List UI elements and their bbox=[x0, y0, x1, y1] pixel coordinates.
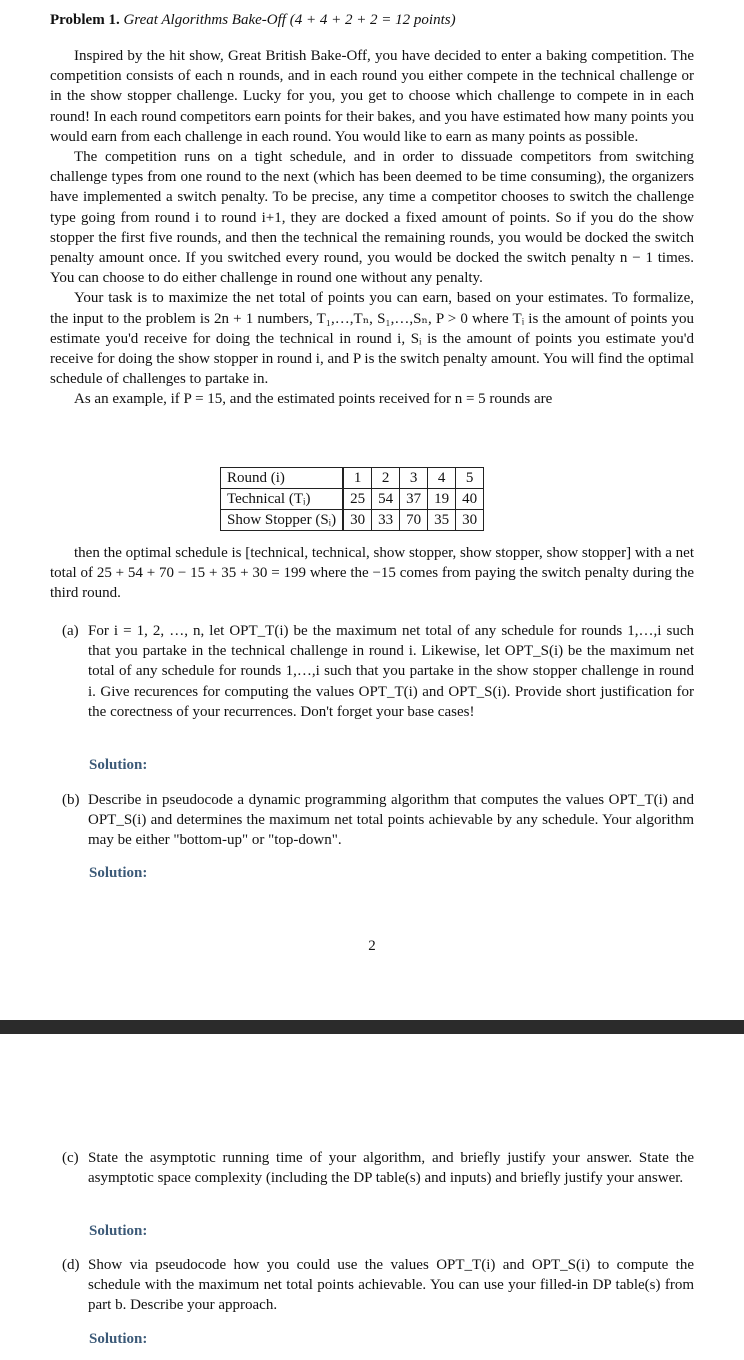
table-cell: 25 bbox=[343, 489, 372, 510]
solution-label-d: Solution: bbox=[89, 1331, 148, 1347]
paragraph-example: As an example, if P = 15, and the estimated points received for n = 5 rounds are bbox=[74, 391, 553, 408]
table-cell: 2 bbox=[372, 468, 400, 489]
problem-heading bbox=[50, 12, 456, 29]
table-cell: 19 bbox=[428, 489, 456, 510]
row-label: Round (i) bbox=[221, 468, 344, 489]
table-cell: 3 bbox=[400, 468, 428, 489]
table-row bbox=[221, 510, 484, 531]
example-result bbox=[50, 543, 694, 604]
table-cell: 37 bbox=[400, 489, 428, 510]
part-text: Describe in pseudocode a dynamic programming algorithm that computes the values OPT_T(i) and OPT_S(i) and determines the maximum net total points achievable by any schedule. Your algorithm may be either "bottom-up" or "top-down". bbox=[88, 792, 694, 849]
solution-label-c: Solution: bbox=[89, 1223, 148, 1239]
table-row bbox=[221, 489, 484, 510]
table-cell: 1 bbox=[343, 468, 372, 489]
table-cell: 70 bbox=[400, 510, 428, 531]
example-table bbox=[220, 467, 484, 531]
paragraph-optimal-schedule: then the optimal schedule is [technical, technical, show stopper, show stopper, show stopper] with a net total of 25 + 54 + 70 − 15 + 35 + 30 = 199 where the −15 comes from paying the switch penalty during the third round. bbox=[50, 545, 694, 602]
solution-label-a: Solution: bbox=[89, 757, 148, 773]
paragraph-switch-penalty: The competition runs on a tight schedule, and in order to dissuade competitors from switching challenge types from one round to the next (which has been deemed to be time consuming), the organizers have implemented a switch penalty. To be precise, any time a competitor chooses to switch the challenge type going from round i to round i+1, they are docked a fixed amount of points. So if you do the show stopper the first five rounds, and then the technical the remaining rounds, you would be docked the switch penalty amount once. If you switched every round, you would be docked the switch penalty n − 1 times. You can choose to do either challenge in round one without any penalty. bbox=[50, 149, 694, 287]
table-cell: 33 bbox=[372, 510, 400, 531]
part-d bbox=[50, 1255, 694, 1316]
table-cell: 30 bbox=[456, 510, 484, 531]
page-divider bbox=[0, 1020, 744, 1034]
part-text: Show via pseudocode how you could use the values OPT_T(i) and OPT_S(i) to compute the schedule with the maximum net total points achievable. You can use your filled-in DP table(s) from part b. Describe your approach. bbox=[88, 1257, 694, 1314]
part-b bbox=[50, 790, 694, 851]
problem-statement bbox=[50, 46, 694, 410]
table-cell: 30 bbox=[343, 510, 372, 531]
row-label: Show Stopper (Sᵢ) bbox=[221, 510, 344, 531]
page-2 bbox=[0, 1034, 744, 1360]
part-text: State the asymptotic running time of your algorithm, and briefly justify your answer. State the asymptotic space complexity (including the DP table(s) and inputs) and briefly justify your answer. bbox=[88, 1150, 694, 1187]
table-row bbox=[221, 468, 484, 489]
solution-label-b: Solution: bbox=[89, 865, 148, 881]
part-label: (a) bbox=[62, 623, 79, 639]
table-cell: 35 bbox=[428, 510, 456, 531]
page-number: 2 bbox=[368, 938, 376, 954]
part-label: (c) bbox=[62, 1150, 79, 1166]
part-label: (d) bbox=[62, 1257, 80, 1273]
row-label: Technical (Tᵢ) bbox=[221, 489, 344, 510]
paragraph-intro: Inspired by the hit show, Great British Bake-Off, you have decided to enter a baking competition. The competition consists of each n rounds, and in each round you either compete in the technical challenge or in the show stopper challenge. Lucky for you, you get to choose which challenge to compete in in each round! In each round competitors earn points for their bakes, and you have estimated how many points you would earn from each challenge in each round. You would like to earn as many points as possible. bbox=[50, 48, 694, 145]
part-text: For i = 1, 2, …, n, let OPT_T(i) be the maximum net total of any schedule for rounds 1,…,i such that you partake in the technical challenge in round i. Likewise, let OPT_S(i) be the maximum net total of any schedule for rounds 1,…,i such that you partake in the show stopper challenge in round i. Give recurences for computing the values OPT_T(i) and OPT_S(i). Provide short justification for the corectness of your recurrences. Don't forget your base cases! bbox=[88, 623, 694, 720]
part-label: (b) bbox=[62, 792, 80, 808]
part-c bbox=[50, 1148, 694, 1188]
table-cell: 4 bbox=[428, 468, 456, 489]
table-cell: 5 bbox=[456, 468, 484, 489]
table-cell: 40 bbox=[456, 489, 484, 510]
problem-label: Problem 1. bbox=[50, 12, 120, 28]
problem-title: Great Algorithms Bake-Off (4 + 4 + 2 + 2 = 12 points) bbox=[123, 12, 456, 28]
part-a bbox=[50, 621, 694, 722]
paragraph-task: Your task is to maximize the net total of points you can earn, based on your estimates. To formalize, the input to the problem is 2n + 1 numbers, T₁,…,Tₙ, S₁,…,Sₙ, P > 0 where Tᵢ is the amount of points you estimate you'd receive for doing the technical in round i, Sᵢ is the amount of points you estimate you'd receive for doing the show stopper in round i, and P is the switch penalty amount. You will find the optimal schedule of challenges to partake in. bbox=[50, 290, 694, 388]
table-cell: 54 bbox=[372, 489, 400, 510]
